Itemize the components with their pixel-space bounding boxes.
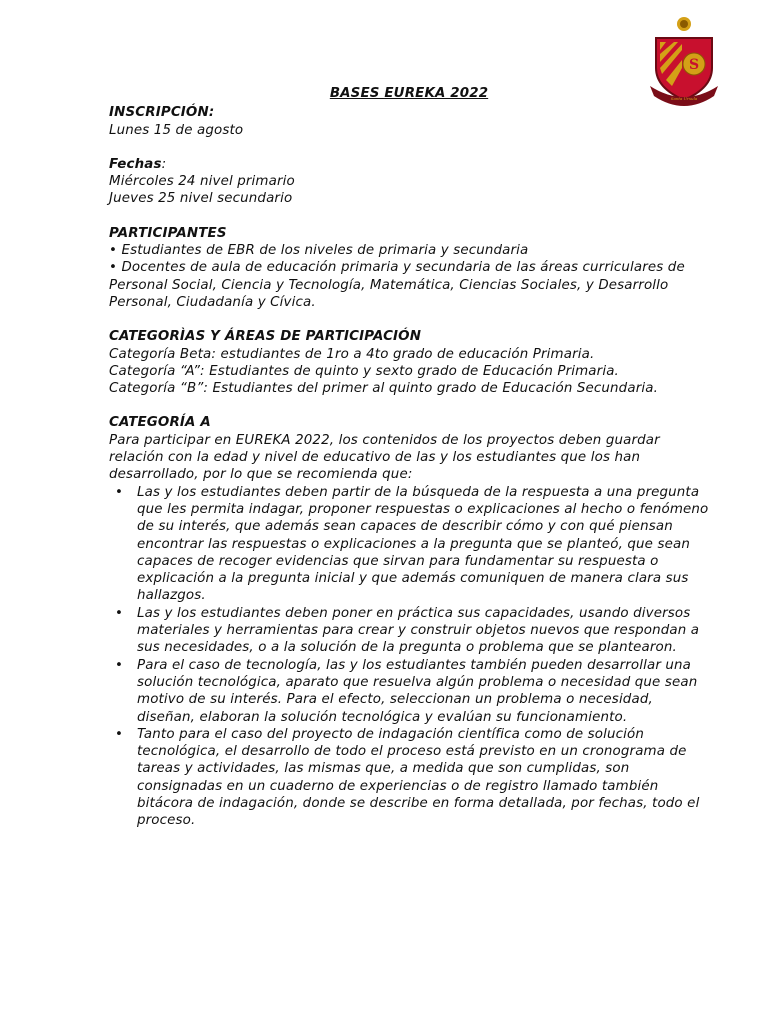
list-item: • Las y los estudiantes deben poner en práctica sus capacidades, usando diversos materiales y herramientas para crear y construir objetos nuevos que respondan a sus necesidades, o a la solución de la pregunta o problema que se plantearon. (109, 605, 709, 657)
categoria-a-intro: Para participar en EUREKA 2022, los contenidos de los proyectos deben guardar relación con la edad y nivel de educativo de las y los estudiantes que los han desarrollado, por lo que se recomienda que: (109, 432, 660, 483)
crest-letter: S (688, 57, 700, 73)
fechas-line: Jueves 25 nivel secundario (109, 191, 293, 207)
categorias-heading: CATEGORÌAS Y ÁREAS DE PARTICIPACIÓN (109, 329, 422, 345)
categoria-a-bullet-list (109, 484, 709, 830)
list-item: • Para el caso de tecnología, las y los estudiantes también pueden desarrollar una solución tecnológica, aparato que resuelva algún problema o necesidad que sean motivo de su interés. Para el efecto, seleccionan un problema o necesidad, diseñan, elaboran la solución tecnológica y evalúan su funcionamiento. (109, 657, 709, 726)
categoria-line: Categoría “A”: Estudiantes de quinto y sexto grado de Educación Primaria. (109, 363, 619, 379)
participantes-item: • Estudiantes de EBR de los niveles de primaria y secundaria (109, 243, 529, 259)
document-page (109, 85, 709, 830)
crest-ribbon-text: Santa Ursula (670, 96, 698, 101)
participantes-item: • Docentes de aula de educación primaria y secundaria de las áreas curriculares de Personal Social, Ciencia y Tecnología, Matemática, Ciencias Sociales, y Desarrollo Personal, Ciudadanía y Cívica. (109, 260, 685, 310)
inscripcion-heading: INSCRIPCIÓN: (109, 105, 215, 121)
list-item: • Tanto para el caso del proyecto de indagación científica como de solución tecnológica, el desarrollo de todo el proceso está previsto en un cronograma de tareas y actividades, las mismas que, a medida que son cumplidas, son consignadas en un cuaderno de experiencias o de registro llamado también bitácora de indagación, donde se describe en forma detallada, por fechas, todo el proceso. (109, 726, 709, 830)
fechas-line: Miércoles 24 nivel primario (109, 174, 295, 190)
participantes-heading: PARTICIPANTES (109, 225, 227, 241)
categoria-line: Categoría “B”: Estudiantes del primer al quinto grado de Educación Secundaria. (109, 381, 658, 397)
list-item: • Las y los estudiantes deben partir de la búsqueda de la respuesta a una pregunta que les permita indagar, proponer respuestas o explicaciones al hecho o fenómeno de su interés, que además sean capaces de describir cómo y con qué piensan encontrar las respuestas o explicaciones a la pregunta que se planteó, que sean capaces de recoger evidencias que sirvan para fundamentar su respuesta o explicación a la pregunta inicial y que además comuniquen de manera clara sus hallazgos. (109, 484, 709, 605)
document-title: BASES EUREKA 2022 (329, 86, 489, 101)
fechas-heading: Fechas (109, 156, 162, 172)
fechas-heading-colon: : (161, 156, 167, 172)
categoria-a-heading: CATEGORÍA A (109, 415, 211, 431)
fechas-heading-row (109, 156, 709, 173)
categoria-line: Categoría Beta: estudiantes de 1ro a 4to grado de educación Primaria. (109, 346, 595, 362)
inscripcion-date: Lunes 15 de agosto (109, 122, 244, 138)
